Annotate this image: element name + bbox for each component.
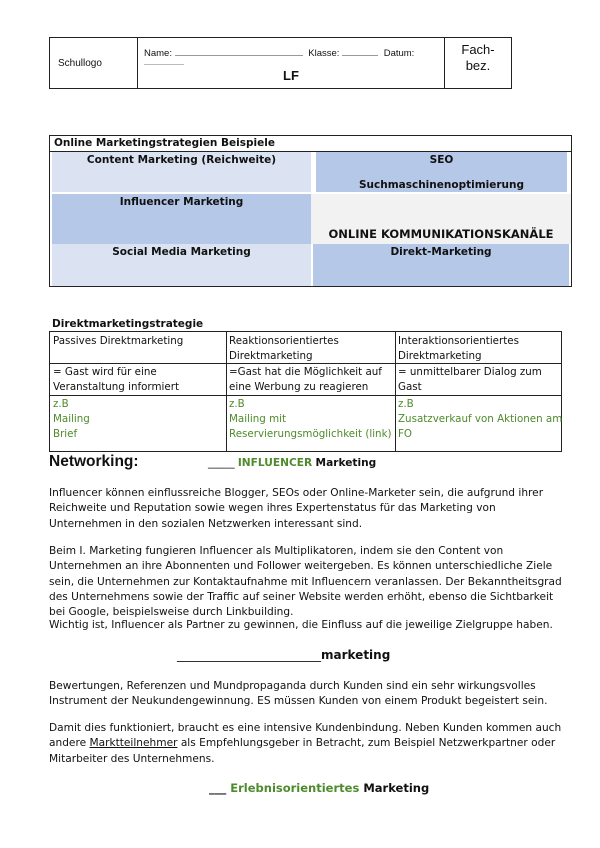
loyalty-text-b: als Empfehlungsgeber in Betracht, zum Beispiel Netzwerkpartner oder Mitarbeiter des Unternehmens. — [49, 737, 556, 765]
paragraph-influencer-intro: Influencer können einflussreiche Blogger, SEOs oder Online-Marketer sein, die aufgrund ihrer Reichweite und Reputation sowie wegen ihres Expertenstatus für das Marketing von Unternehmen in den sozialen Netzwerken interessant sind. — [49, 487, 544, 530]
dm-header-passive: Passives Direktmarketing — [53, 335, 184, 347]
center-cell — [311, 194, 571, 244]
dm-def-passive: = Gast wird für eine Veranstaltung informiert — [53, 366, 179, 393]
social-media-cell — [52, 244, 311, 286]
experience-word: Erlebnisorientiertes — [230, 781, 360, 795]
channels-title: Online Marketingstrategien Beispiele — [54, 137, 275, 149]
dm-def-reactive: =Gast hat die Möglichkeit auf eine Werbung zu reagieren — [229, 366, 382, 393]
class-field[interactable] — [342, 46, 378, 56]
dm-example-passive: z.B Mailing Brief — [53, 398, 90, 440]
class-label: Klasse: — [308, 48, 340, 59]
influencer-heading — [208, 457, 376, 469]
worksheet-header — [49, 37, 512, 89]
marketing-blank[interactable]: ________________________ — [177, 648, 321, 662]
online-channels-table — [49, 135, 572, 287]
lf-label: LF — [283, 68, 299, 83]
influencer-label: Influencer Marketing — [119, 196, 244, 208]
marketing-word: marketing — [321, 648, 391, 662]
influencer-word: INFLUENCER — [237, 457, 313, 469]
experience-marketing-heading — [209, 781, 429, 795]
experience-blank[interactable]: ___ — [209, 781, 227, 795]
experience-suffix: Marketing — [363, 781, 430, 795]
name-label: Name: — [144, 48, 172, 59]
paragraph-influencer-multiplier: Beim I. Marketing fungieren Influencer als Multiplikatoren, indem sie den Content von Unternehmen an ihre Abonnenten und Follower weitergeben. Es können unterschiedliche Ziele sein, die Unternehmen zur Kontaktaufnahme mit Influencern veranlassen. Der Bekanntheitsgrad des Unternehmens sowie der Traffic auf seiner Website werden erhöht, ebenso die Sichtbarkeit bei Google, beispielsweise durch Linkbuilding. — [49, 545, 562, 619]
dm-def-interactive: = unmittelbarer Dialog zum Gast — [398, 366, 542, 393]
loyalty-text-a: Damit dies funktioniert, braucht es eine intensive Kundenbindung. Neben Kunden kommen auch andere — [49, 722, 562, 750]
dm-title: Direktmarketingstrategie — [52, 318, 204, 330]
subject-cell — [445, 38, 511, 92]
school-logo-label: Schullogo — [58, 57, 102, 69]
recommendation-marketing-heading — [177, 648, 390, 662]
influencer-suffix: Marketing — [315, 457, 377, 469]
dm-example-reactive: z.B Mailing mit Reservierungsmöglichkeit (link) — [229, 398, 392, 440]
subject-label: Fach- bez. — [461, 42, 495, 73]
influencer-blank[interactable]: _____ — [208, 457, 235, 469]
paragraph-reviews: Bewertungen, Referenzen und Mundpropaganda durch Kunden sind ein sehr wirkungsvolles Instrument der Neukundengewinnung. ES müssen Kunden von einem Produkt begeistert sein. — [49, 680, 548, 708]
networking-heading: Networking: — [49, 453, 139, 470]
direct-marketing-table — [49, 331, 562, 452]
school-logo-cell — [50, 38, 138, 88]
seo-label: SEO — [429, 154, 454, 166]
paragraph-influencer-partner: Wichtig ist, Influencer als Partner zu gewinnen, die Einfluss auf die jeweilige Zielgruppe haben. — [49, 619, 553, 631]
loyalty-text-underlined: Marktteilnehmer — [89, 737, 178, 750]
paragraph-customer-loyalty — [49, 721, 569, 767]
dm-header-reactive: Reaktionsorientiertes Direktmarketing — [229, 335, 339, 362]
dm-header-interactive: Interaktionsorientiertes Direktmarketing — [398, 335, 519, 362]
center-label: ONLINE KOMMUNIKATIONSKANÄLE — [328, 227, 554, 241]
direct-marketing-cell — [313, 244, 569, 286]
influencer-cell — [52, 194, 311, 244]
student-info-cell — [138, 38, 445, 88]
dm-example-interactive: z.B Zusatzverkauf von Aktionen am FO — [398, 398, 563, 440]
direct-marketing-label: Direkt-Marketing — [390, 246, 492, 258]
date-label: Datum: — [383, 48, 415, 59]
content-marketing-label: Content Marketing (Reichweite) — [86, 154, 277, 166]
seo-cell — [316, 152, 567, 192]
seo-sub-label: Suchmaschinenoptimierung — [358, 179, 525, 191]
content-marketing-cell — [52, 152, 311, 192]
date-continuation-line — [144, 64, 184, 65]
name-field[interactable] — [175, 46, 303, 56]
social-media-label: Social Media Marketing — [112, 246, 251, 258]
